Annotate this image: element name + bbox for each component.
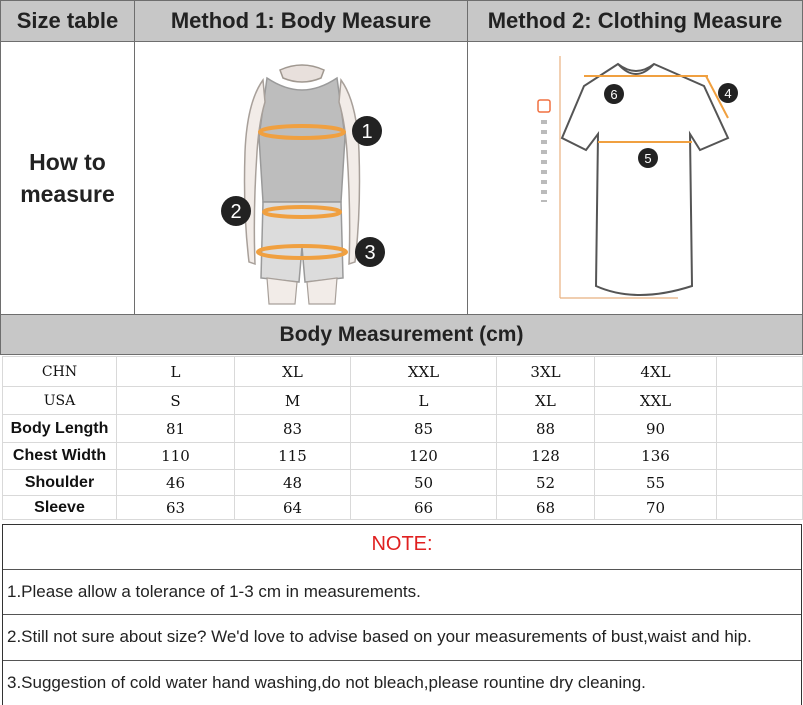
header-size-table (0, 0, 135, 42)
notes-section (2, 524, 802, 705)
table-cell: S (117, 387, 235, 415)
table-cell: 88 (497, 415, 595, 443)
table-cell: L (117, 357, 235, 387)
table-cell-label: CHN (3, 357, 117, 387)
table-cell (717, 415, 803, 443)
shirt-marker-6: 6 (610, 87, 618, 102)
watermark-icon (538, 100, 550, 112)
table-cell: 115 (235, 443, 351, 470)
table-cell: XL (235, 357, 351, 387)
how-to-line2: measure (20, 181, 115, 207)
how-to-measure-panel (0, 41, 135, 315)
table-cell-label: USA (3, 387, 117, 415)
table-cell: 128 (497, 443, 595, 470)
header-method2-label: Method 2: Clothing Measure (487, 8, 783, 33)
table-cell: 46 (117, 470, 235, 496)
shirt-illustration (468, 42, 803, 316)
body-marker-3: 3 (364, 242, 376, 264)
clothing-measure-panel (467, 41, 803, 315)
table-cell-label: Sleeve (3, 496, 117, 520)
table-cell: L (351, 387, 497, 415)
table-row (3, 415, 803, 443)
table-cell: 70 (595, 496, 717, 520)
table-cell: 85 (351, 415, 497, 443)
table-row (3, 357, 803, 387)
table-cell: 90 (595, 415, 717, 443)
note-item-3: 3.Suggestion of cold water hand washing,do not bleach,please rountine dry cleaning. (3, 660, 801, 704)
table-cell: M (235, 387, 351, 415)
table-cell: 83 (235, 415, 351, 443)
table-cell: 55 (595, 470, 717, 496)
shirt-marker-4: 4 (724, 86, 732, 101)
body-marker-1: 1 (361, 121, 373, 143)
body-measure-panel (134, 41, 468, 315)
table-cell: 136 (595, 443, 717, 470)
table-cell: 48 (235, 470, 351, 496)
note-item-1: 1.Please allow a tolerance of 1-3 cm in measurements. (3, 569, 801, 613)
header-size-table-label: Size table (16, 8, 119, 33)
table-row (3, 387, 803, 415)
table-cell: 3XL (497, 357, 595, 387)
table-cell: XXL (351, 357, 497, 387)
table-cell: XL (497, 387, 595, 415)
body-illustration (135, 42, 469, 316)
note-item-2: 2.Still not sure about size? We'd love to advise based on your measurements of bust,waist and hip. (3, 614, 801, 658)
table-cell: 81 (117, 415, 235, 443)
table-cell: 64 (235, 496, 351, 520)
table-cell: 52 (497, 470, 595, 496)
table-cell (717, 496, 803, 520)
body-marker-2: 2 (230, 201, 242, 223)
table-cell: XXL (595, 387, 717, 415)
header-method1 (134, 0, 468, 42)
table-cell (717, 443, 803, 470)
table-cell (717, 387, 803, 415)
table-row (3, 496, 803, 520)
header-method1-label: Method 1: Body Measure (170, 8, 432, 33)
table-cell (717, 470, 803, 496)
table-cell: 50 (351, 470, 497, 496)
body-measurement-title: Body Measurement (cm) (279, 322, 524, 346)
body-measurement-band (0, 314, 803, 355)
table-cell: 68 (497, 496, 595, 520)
table-cell-label: Shoulder (3, 470, 117, 496)
table-cell: 63 (117, 496, 235, 520)
table-row (3, 443, 803, 470)
notes-title: NOTE: (371, 533, 433, 555)
table-cell (717, 357, 803, 387)
header-method2 (467, 0, 803, 42)
table-row (3, 470, 803, 496)
how-to-line1: How to (29, 149, 106, 175)
table-cell: 110 (117, 443, 235, 470)
table-cell-label: Chest Width (3, 443, 117, 470)
table-cell: 66 (351, 496, 497, 520)
table-cell: 4XL (595, 357, 717, 387)
size-table (2, 356, 803, 520)
table-cell-label: Body Length (3, 415, 117, 443)
table-cell: 120 (351, 443, 497, 470)
shirt-marker-5: 5 (644, 151, 652, 166)
